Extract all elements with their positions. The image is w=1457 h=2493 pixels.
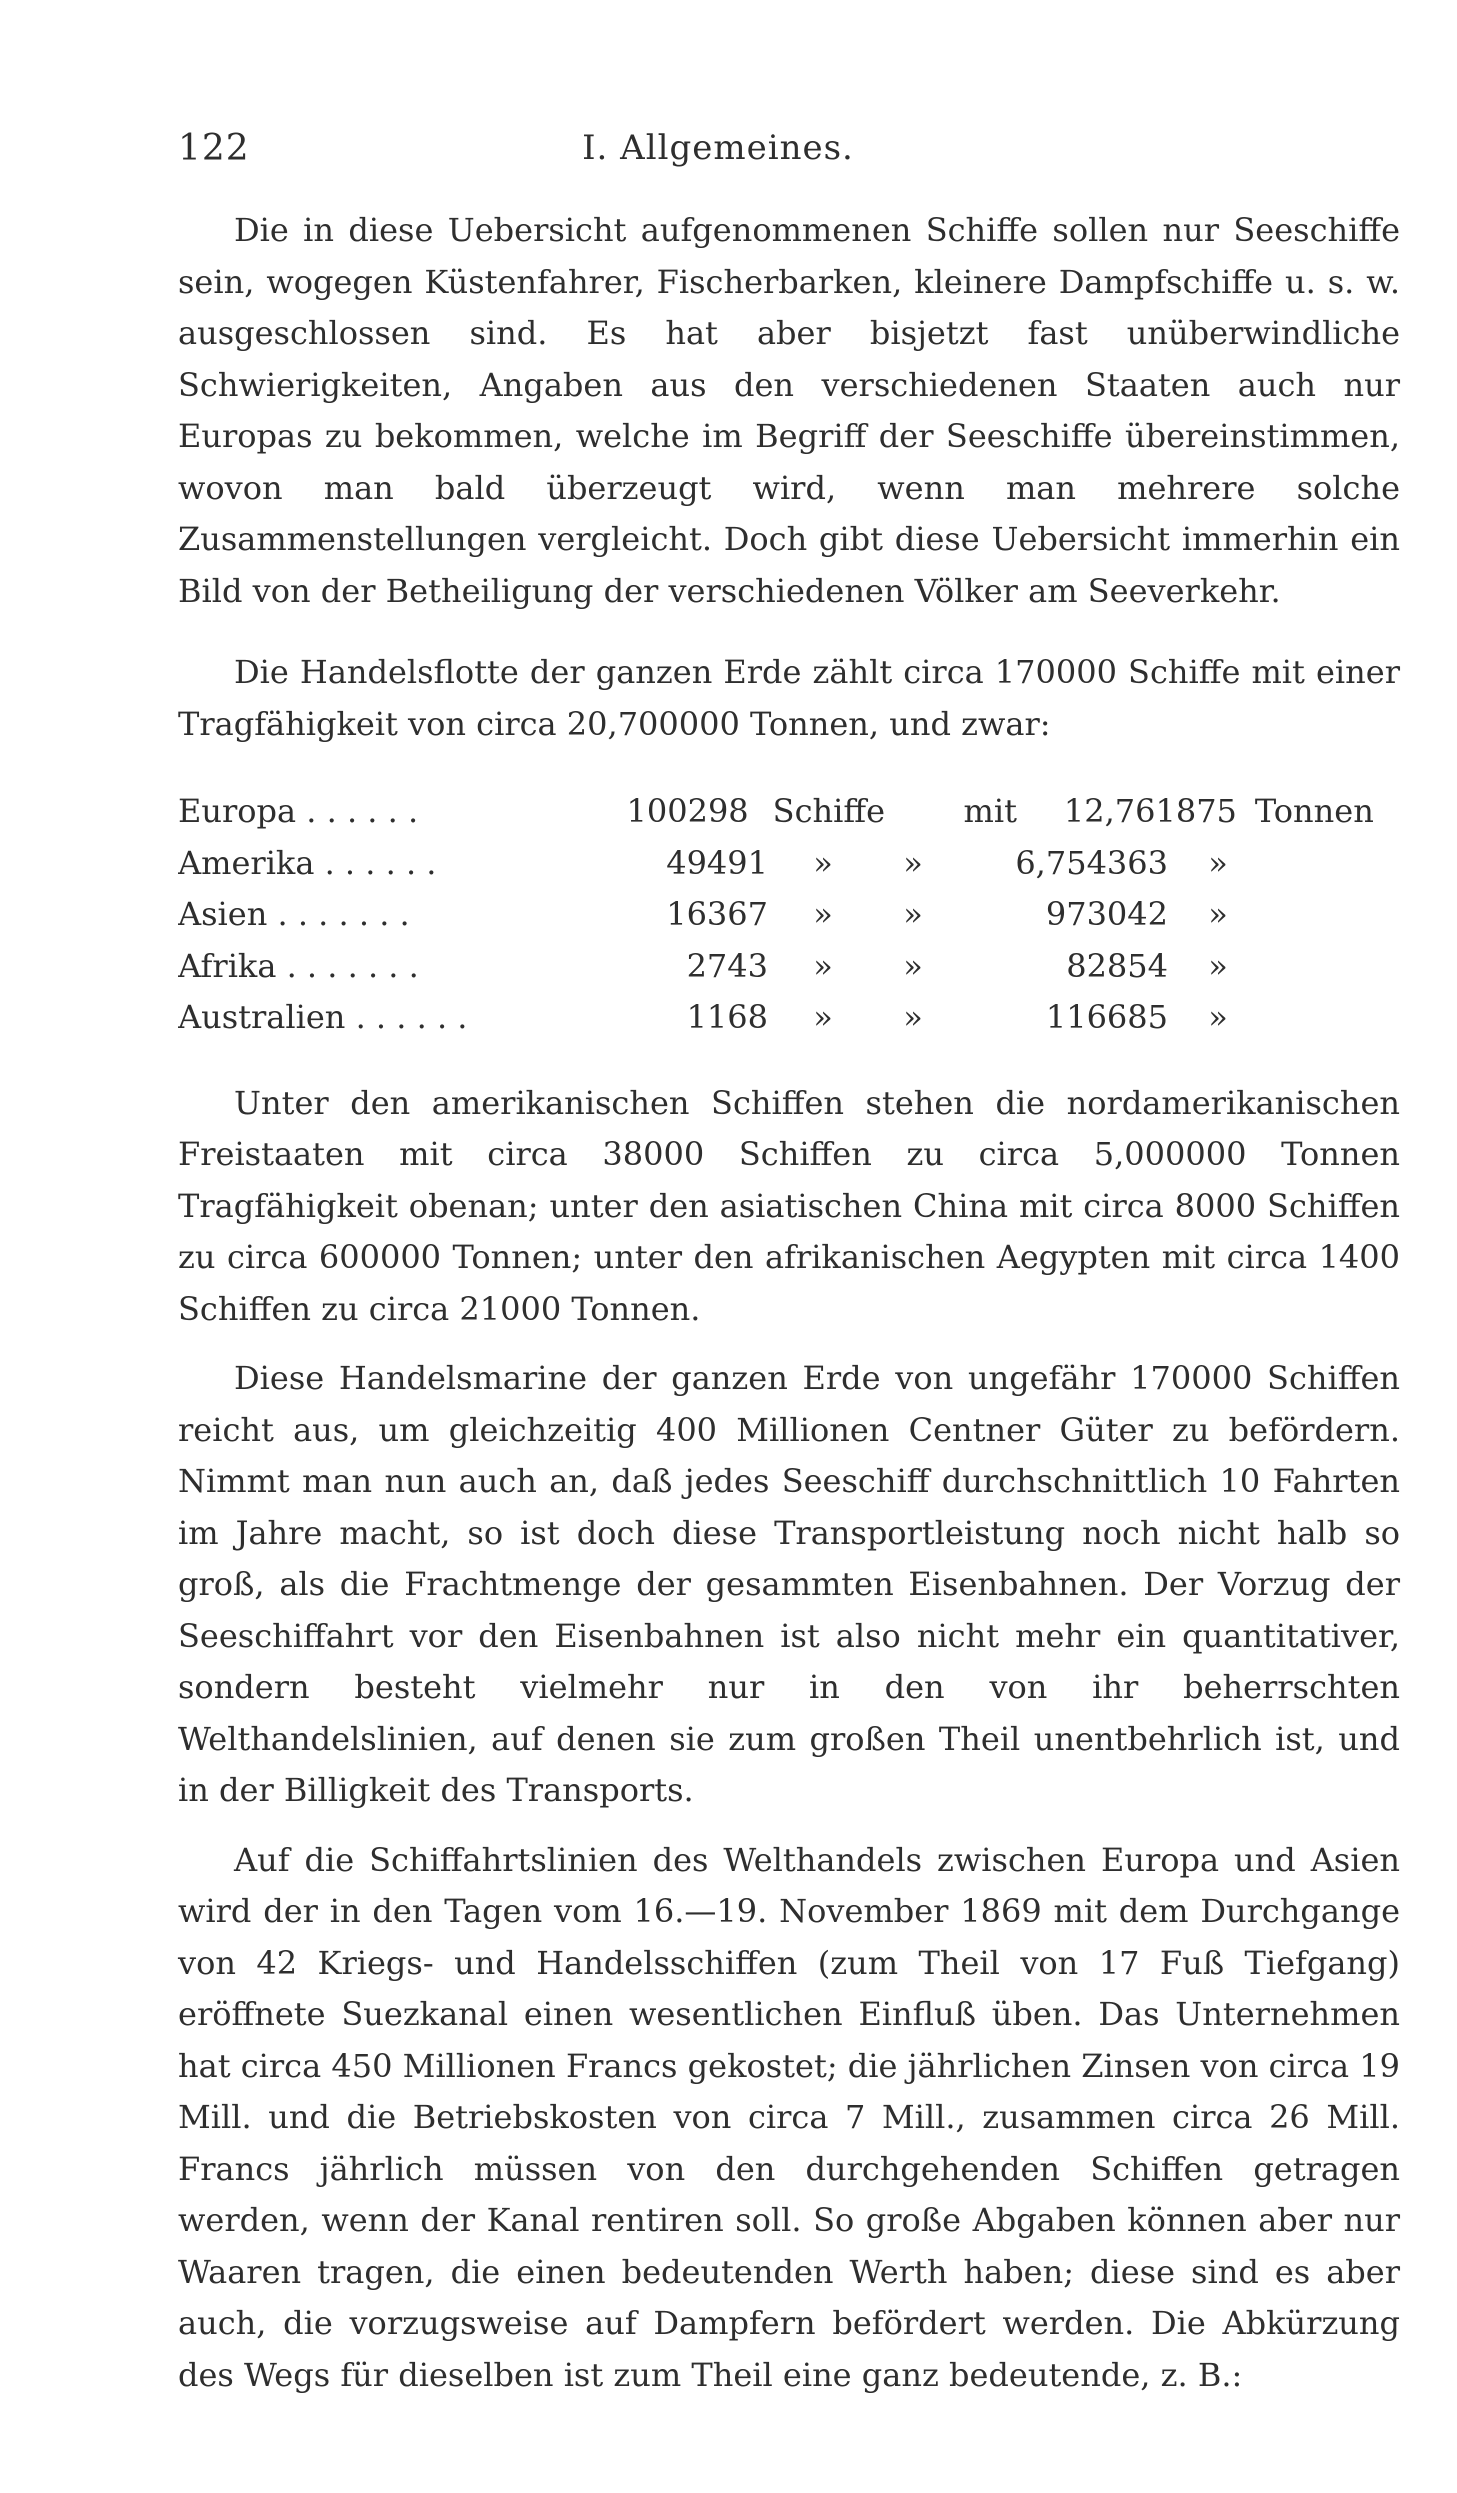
- ships-unit-cell: »: [813, 895, 833, 933]
- region-cell: Amerika . . . . . .: [178, 843, 437, 882]
- tons-cell: 116685: [1045, 998, 1168, 1036]
- running-title: I. Allgemeines.: [582, 128, 854, 168]
- table-row: [178, 941, 1400, 993]
- page-header: [178, 128, 1258, 178]
- table-row: [178, 992, 1400, 1044]
- body-text: [178, 205, 1400, 2401]
- table-row: [178, 786, 1400, 838]
- region-cell: Afrika . . . . . . .: [178, 946, 419, 985]
- ships-cell: 2743: [686, 946, 768, 985]
- region-cell: Australien . . . . . .: [178, 998, 468, 1036]
- paragraph-amerikanische-schiffe: Unter den amerikanischen Schiffen stehen die nordamerikanischen Freistaaten mit circa 38000 Schiffen zu circa 5,000000 Tonnen Tragfähigkeit obenan; unter den asiatischen China mit circa 8000 Schiffen zu circa 600000 Tonnen; unter den afrikanischen Aegypten mit circa 1400 Schiffen zu circa 21000 Tonnen.: [178, 1083, 1400, 1328]
- paragraph-handelsmarine: Diese Handelsmarine der ganzen Erde von ungefähr 170000 Schiffen reicht aus, um gleichzeitig 400 Millionen Centner Güter zu befördern. Nimmt man nun auch an, daß jedes Seeschiff durchschnittlich 10 Fahrten im Jahre macht, so ist doch diese Transportleistung noch nicht halb so groß, als die Frachtmenge der gesammten Eisenbahnen. Der Vorzug der Seeschiffahrt vor den Eisenbahnen ist also nicht mehr ein quantitativer, sondern besteht vielmehr nur in den von ihr beherrschten Welthandelslinien, auf denen sie zum großen Theil unentbehrlich ist, und in der Billigkeit des Transports.: [178, 1359, 1400, 1809]
- table-row: [178, 838, 1400, 890]
- paragraph-suezkanal: Auf die Schiffahrtslinien des Welthandels zwischen Europa und Asien wird der in den Tagen vom 16.—19. November 1869 mit dem Durchgange von 42 Kriegs- und Handelsschiffen (zum Theil von 17 Fuß Tiefgang) eröffnete Suezkanal einen wesentlichen Einfluß üben. Das Unternehmen hat circa 450 Millionen Francs gekostet; die jährlichen Zinsen von circa 19 Mill. und die Betriebskosten von circa 7 Mill., zusammen circa 26 Mill. Francs jährlich müssen von den durchgehenden Schiffen getragen werden, wenn der Kanal rentiren soll. So große Abgaben können aber nur Waaren tragen, die einen bedeutenden Werth haben; diese sind es aber auch, die vorzugsweise auf Dampfern befördert werden. Die Abkürzung des Wegs für dieselben ist zum Theil eine ganz bedeutende, z. B.:: [178, 1840, 1400, 2394]
- paragraph-handelsflotte: Die Handelsflotte der ganzen Erde zählt circa 170000 Schiffe mit einer Tragfähigkeit von circa 20,700000 Tonnen, und zwar:: [178, 653, 1400, 743]
- tons-cell: 973042: [1045, 895, 1168, 933]
- paragraph-seeschiffe: Die in diese Uebersicht aufgenommenen Schiffe sollen nur Seeschiffe sein, wogegen Küstenfahrer, Fischerbarken, kleinere Dampfschiffe u. s. w. ausgeschlossen sind. Es hat aber bisjetzt fast unüberwindliche Schwierigkeiten, Angaben aus den verschiedenen Staaten auch nur Europas zu bekommen, welche im Begriff der Seeschiffe übereinstimmen, wovon man bald überzeugt wird, wenn man mehrere solche Zusammenstellungen vergleicht. Doch gibt diese Uebersicht immerhin ein Bild von der Betheiligung der verschiedenen Völker am Seeverkehr.: [178, 211, 1400, 610]
- mit-cell: »: [903, 946, 923, 985]
- table-row: [178, 889, 1400, 941]
- fleet-table: [178, 786, 1400, 1044]
- region-cell: Asien . . . . . . .: [178, 895, 410, 933]
- tons-cell: 6,754363: [1015, 843, 1168, 882]
- mit-cell: »: [903, 998, 923, 1036]
- tons-cell: 12,761875: [1063, 792, 1237, 830]
- ships-unit-cell: Schiffe: [772, 792, 886, 830]
- tons-cell: 82854: [1066, 946, 1168, 985]
- mit-cell: mit: [963, 792, 1017, 830]
- mit-cell: »: [903, 895, 923, 933]
- tons-unit-cell: »: [1208, 998, 1228, 1036]
- ships-cell: 16367: [666, 895, 768, 933]
- tons-unit-cell: »: [1208, 946, 1228, 985]
- page-number: 122: [178, 128, 250, 169]
- region-cell: Europa . . . . . .: [178, 792, 419, 830]
- tons-unit-cell: »: [1208, 895, 1228, 933]
- tons-unit-cell: Tonnen: [1254, 792, 1374, 830]
- ships-unit-cell: »: [813, 998, 833, 1036]
- ships-cell: 49491: [666, 843, 768, 882]
- ships-cell: 1168: [686, 998, 768, 1036]
- mit-cell: »: [903, 843, 923, 882]
- tons-unit-cell: »: [1208, 843, 1228, 882]
- ships-cell: 100298: [626, 792, 749, 830]
- ships-unit-cell: »: [813, 843, 833, 882]
- ships-unit-cell: »: [813, 946, 833, 985]
